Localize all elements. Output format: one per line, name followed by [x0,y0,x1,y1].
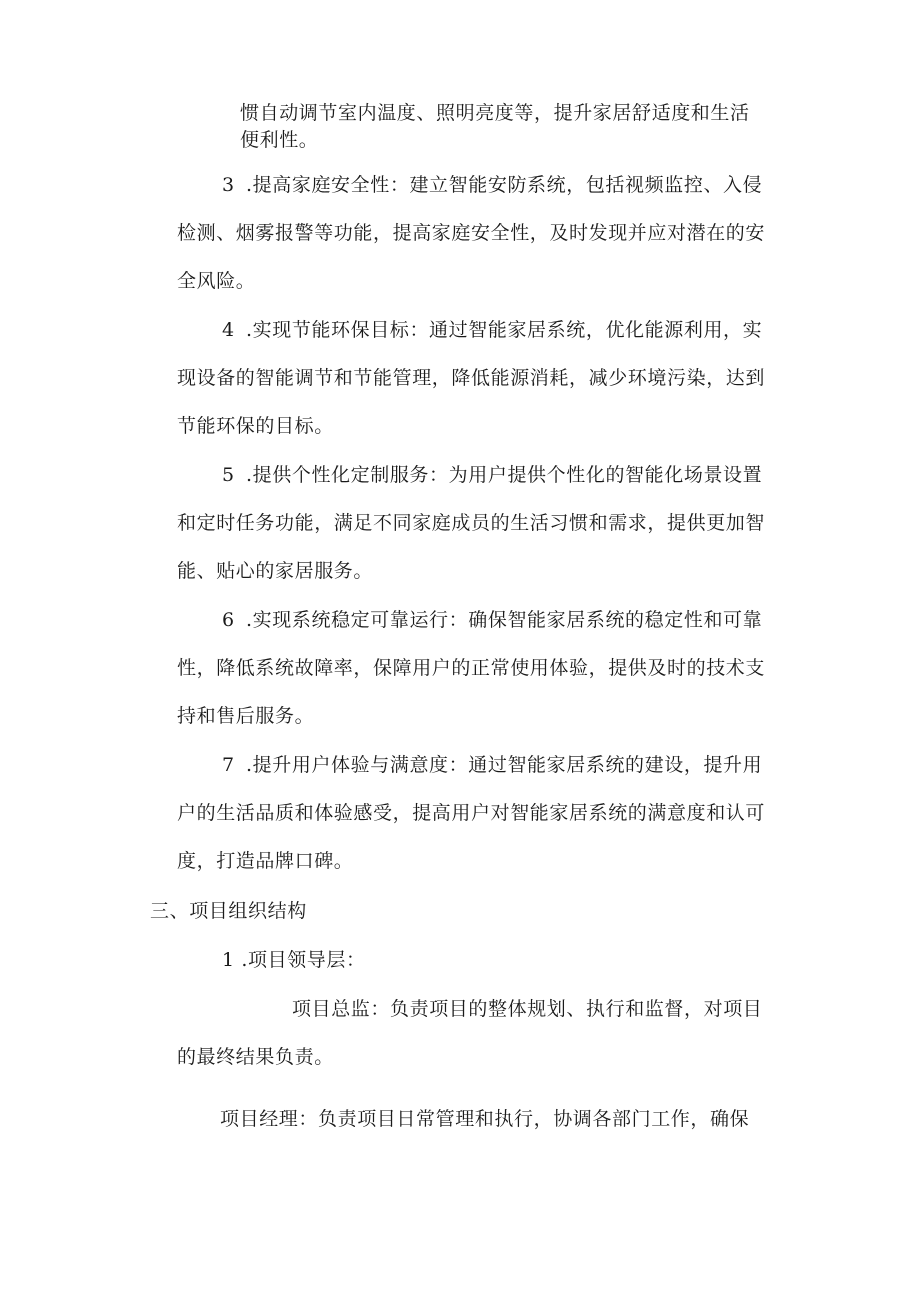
goal-text: .实现节能环保目标：通过智能家居系统，优化能源利用，实 [246,319,763,341]
goal-line: 节能环保的目标。 [177,415,334,437]
goal-number: 4 [222,319,235,341]
goal-line: 检测、烟雾报警等功能，提高家庭安全性，及时发现并应对潜在的安 [177,222,766,244]
goal-number: 5 [222,464,235,486]
goal-line [177,607,777,655]
goal-item-5 [177,462,777,606]
manager-paragraph: 项目经理：负责项目日常管理和执行，协调各部门工作，确保 [220,1108,750,1130]
subsection-heading: 1 .项目领导层： [222,949,366,971]
goal-line: 性，降低系统故障率，保障用户的正常使用体验，提供及时的技术支 [177,657,766,679]
goal-line: 户的生活品质和体验感受，提高用户对智能家居系统的满意度和认可 [177,802,766,824]
director-paragraph [177,996,777,1092]
section-heading: 三、项目组织结构 [150,900,307,922]
goal-item-7 [177,752,777,896]
paragraph-line: 项目总监：负责项目的整体规划、执行和监督，对项目 [292,998,763,1020]
goal-line: 持和售后服务。 [177,705,315,727]
goal-line [177,172,777,220]
goal-line: 现设备的智能调节和节能管理，降低能源消耗，减少环境污染，达到 [177,367,766,389]
goal-text: .提升用户体验与满意度：通过智能家居系统的建设，提升用 [246,754,763,776]
continuation-line-2: 便利性。 [240,129,319,151]
goal-item-3 [177,172,777,316]
goal-line [177,317,777,365]
goal-line: 全风险。 [177,270,256,292]
goal-item-4 [177,317,777,461]
goal-line [177,752,777,800]
paragraph-line: 的最终结果负责。 [177,1046,334,1068]
goal-item-6 [177,607,777,751]
goal-line: 和定时任务功能，满足不同家庭成员的生活习惯和需求，提供更加智 [177,512,766,534]
continuation-line-1: 惯自动调节室内温度、照明亮度等，提升家居舒适度和生活 [240,102,750,124]
goal-text: .提高家庭安全性：建立智能安防系统，包括视频监控、入侵 [246,174,763,196]
goal-text: .实现系统稳定可靠运行：确保智能家居系统的稳定性和可靠 [246,609,763,631]
goal-line: 能、贴心的家居服务。 [177,560,374,582]
goal-text: .提供个性化定制服务：为用户提供个性化的智能化场景设置 [246,464,763,486]
goal-number: 6 [222,609,235,631]
goal-number: 7 [222,754,235,776]
goal-number: 3 [222,174,235,196]
goal-line: 度，打造品牌口碑。 [177,850,354,872]
goal-line [177,462,777,510]
